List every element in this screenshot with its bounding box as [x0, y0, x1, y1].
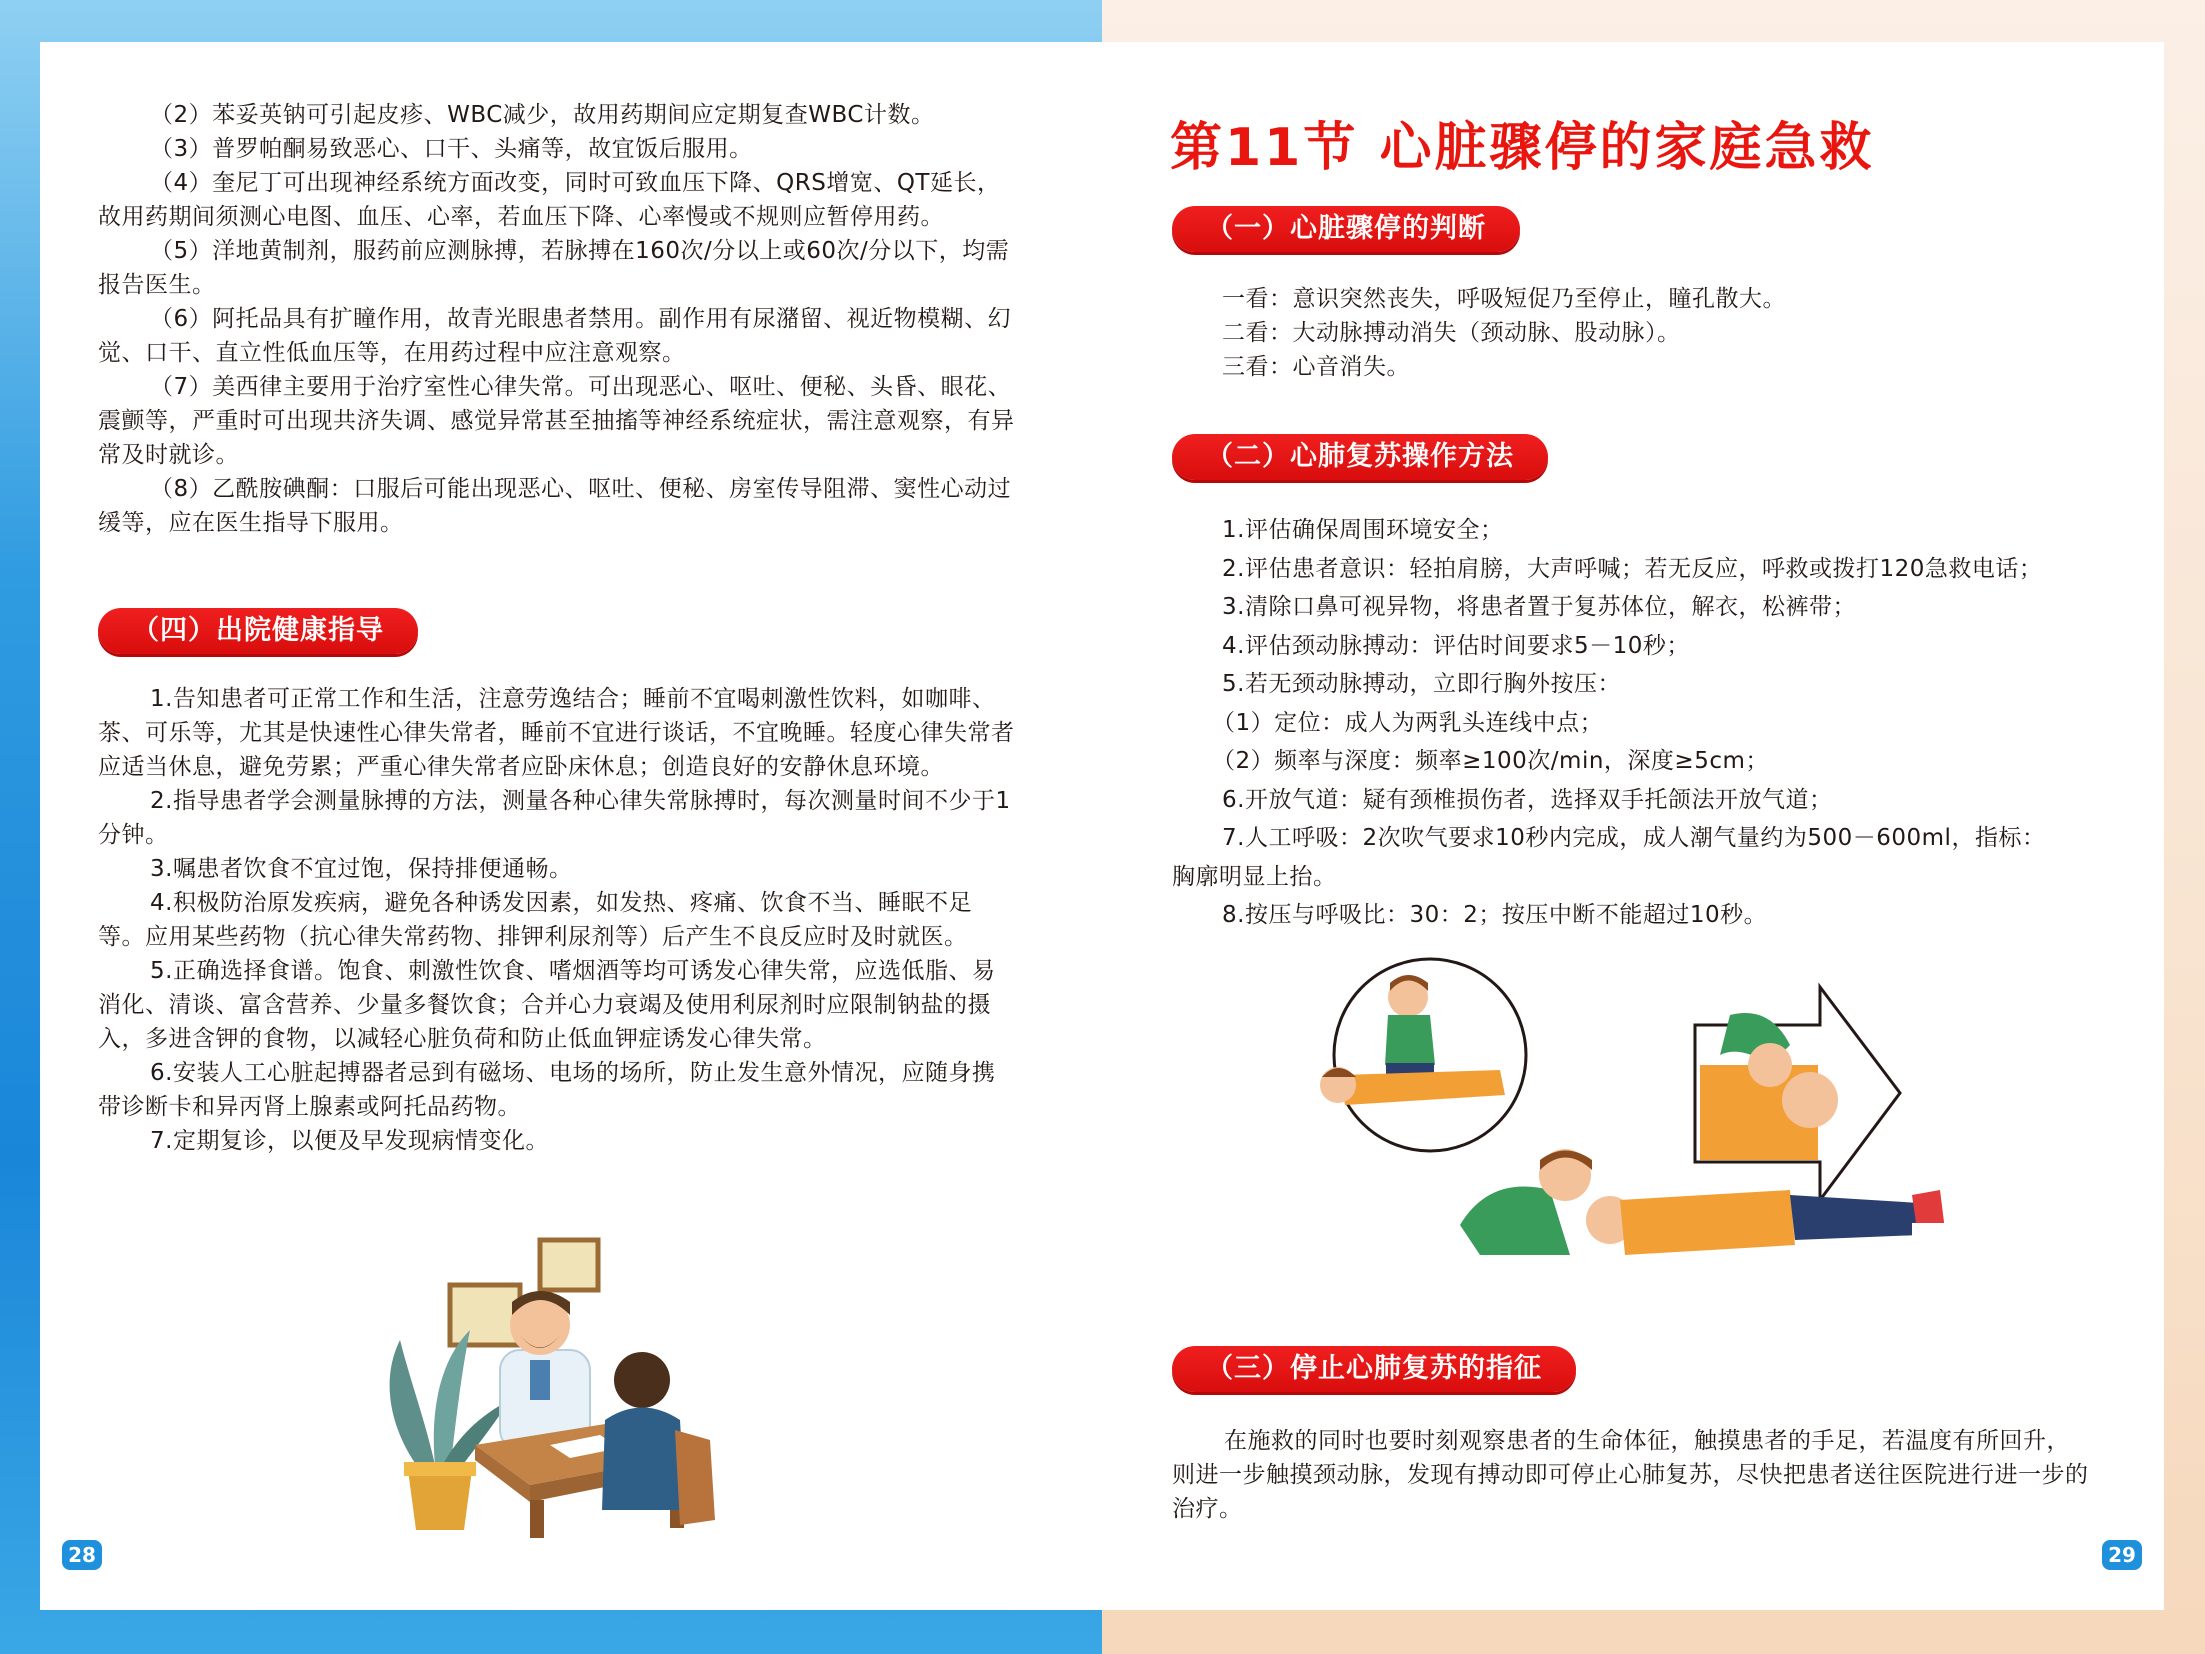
certificate-frame-left	[450, 1285, 520, 1345]
cpr-step-5-1: （1）定位：成人为两乳头连线中点；	[1212, 709, 1604, 736]
cpr-step-7-cont: 胸廓明显上抬。	[1172, 863, 1337, 890]
rescue-breathing-figure	[1460, 1149, 1948, 1255]
judgement-item-2: 二看：大动脉搏动消失（颈动脉、股动脉）。	[1222, 320, 1681, 346]
certificate-frame-right	[540, 1240, 598, 1290]
page-number-right: 29	[2102, 1540, 2142, 1570]
cardiac-arrest-judgement	[1222, 282, 2122, 384]
cpr-step-5: 5.若无颈动脉搏动，立即行胸外按压：	[1222, 671, 1621, 697]
cpr-step-5-2: （2）频率与深度：频率≥100次/min，深度≥5cm；	[1212, 748, 1769, 774]
cpr-step-8: 8.按压与呼吸比：30：2；按压中断不能超过10秒。	[1222, 902, 1768, 928]
guidance-item-2: 2.指导患者学会测量脉搏的方法，测量各种心律失常脉搏时，每次测量时间不少于1分钟。	[98, 788, 1011, 848]
guidance-item-7: 7.定期复诊，以便及早发现病情变化。	[150, 1128, 549, 1154]
med-note-3: （3）普罗帕酮易致恶心、口干、头痛等，故宜饭后服用。	[150, 136, 753, 162]
med-note-7: （7）美西律主要用于治疗室性心律失常。可出现恶心、呕吐、便秘、头昏、眼花、震颤等，严重时可出现共济失调、感觉异常甚至抽搐等神经系统症状，需注意观察，有异常及时就诊。	[98, 374, 1015, 468]
section1-heading: （一）心脏骤停的判断	[1172, 206, 1520, 252]
doctor-figure	[500, 1291, 590, 1450]
potted-plant	[390, 1330, 510, 1530]
guidance-item-6: 6.安装人工心脏起搏器者忌到有磁场、电场的场所，防止发生意外情况，应随身携带诊断卡和异丙肾上腺素或阿托品药物。	[98, 1060, 996, 1120]
cpr-step-2: 2.评估患者意识：轻拍肩膀，大声呼喊；若无反应，呼救或拨打120急救电话；	[1222, 555, 2043, 582]
cpr-step-7: 7.人工呼吸：2次吹气要求10秒内完成，成人潮气量约为500－600ml，指标：	[1222, 825, 2046, 851]
med-note-2: （2）苯妥英钠可引起皮疹、WBC减少，故用药期间应定期复查WBC计数。	[150, 102, 935, 128]
patient-figure	[602, 1352, 715, 1525]
cpr-steps	[1172, 511, 2132, 935]
guidance-item-1: 1.告知患者可正常工作和生活，注意劳逸结合；睡前不宜喝刺激性饮料，如咖啡、茶、可乐等，尤其是快速性心律失常者，睡前不宜进行谈话，不宜晚睡。轻度心律失常者应适当休息，避免劳累；严重心律失常者应卧床休息；创造良好的安静休息环境。	[98, 686, 1015, 780]
guidance-item-3: 3.嘱患者饮食不宜过饱，保持排便通畅。	[150, 856, 573, 882]
med-note-8: （8）乙酰胺碘酮：口服后可能出现恶心、呕吐、便秘、房室传导阻滞、窦性心动过缓等，应在医生指导下服用。	[98, 476, 1012, 536]
stop-cpr-paragraph: 在施救的同时也要时刻观察患者的生命体征，触摸患者的手足，若温度有所回升，则进一步触摸颈动脉，发现有搏动即可停止心肺复苏，尽快把患者送往医院进行进一步的治疗。	[1172, 1428, 2089, 1522]
chest-compression-circle	[1320, 959, 1526, 1151]
cpr-step-3: 3.清除口鼻可视异物，将患者置于复苏体位，解衣，松裤带；	[1222, 594, 1856, 620]
medication-notes	[98, 98, 1018, 540]
section2-heading: （二）心肺复苏操作方法	[1172, 434, 1548, 480]
doctor-consultation-illustration	[380, 1230, 740, 1540]
cpr-step-1: 1.评估确保周围环境安全；	[1222, 517, 1504, 543]
section3-heading: （三）停止心肺复苏的指征	[1172, 1346, 1576, 1392]
med-note-5: （5）洋地黄制剂，服药前应测脉搏，若脉搏在160次/分以上或60次/分以下，均需报告医生。	[98, 238, 1010, 298]
stop-cpr-indications	[1172, 1424, 2092, 1526]
cpr-step-6: 6.开放气道：疑有颈椎损伤者，选择双手托颌法开放气道；	[1222, 786, 1833, 813]
cpr-illustration	[1300, 955, 1980, 1305]
judgement-item-3: 三看：心音消失。	[1222, 354, 1410, 380]
med-note-6: （6）阿托品具有扩瞳作用，故青光眼患者禁用。副作用有尿潴留、视近物模糊、幻觉、口干、直立性低血压等，在用药过程中应注意观察。	[98, 306, 1012, 366]
chapter-title: 第11节 心脏骤停的家庭急救	[1170, 118, 1875, 178]
judgement-item-1: 一看：意识突然丧失，呼吸短促乃至停止，瞳孔散大。	[1222, 286, 1786, 312]
discharge-guidance	[98, 682, 1018, 1158]
page-number-left: 28	[62, 1540, 102, 1570]
med-note-4: （4）奎尼丁可出现神经系统方面改变，同时可致血压下降、QRS增宽、QT延长，故用药期间须测心电图、血压、心率，若血压下降、心率慢或不规则应暂停用药。	[98, 170, 1001, 230]
cpr-step-4: 4.评估颈动脉搏动：评估时间要求5－10秒；	[1222, 632, 1690, 659]
section4-heading: （四）出院健康指导	[98, 608, 418, 654]
guidance-item-4: 4.积极防治原发疾病，避免各种诱发因素，如发热、疼痛、饮食不当、睡眠不足等。应用某些药物（抗心律失常药物、排钾利尿剂等）后产生不良反应时及时就医。	[98, 890, 972, 950]
arrow-shape	[1695, 987, 1900, 1200]
guidance-item-5: 5.正确选择食谱。饱食、刺激性饮食、嗜烟酒等均可诱发心律失常，应选低脂、易消化、清谈、富含营养、少量多餐饮食；合并心力衰竭及使用利尿剂时应限制钠盐的摄入，多进含钾的食物，以减轻心脏负荷和防止低血钾症诱发心律失常。	[98, 958, 996, 1052]
